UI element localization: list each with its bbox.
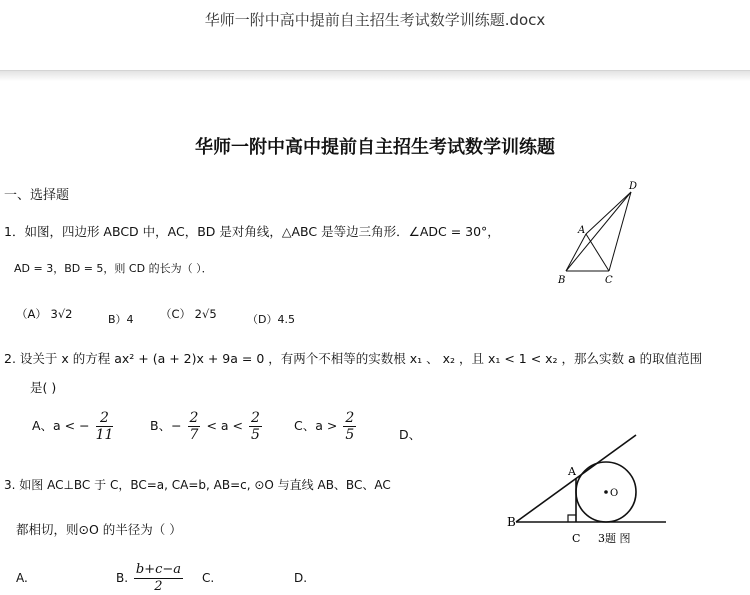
q2-option-c-den: 5 <box>345 427 355 443</box>
document-title: 华师一附中高中提前自主招生考试数学训练题 <box>195 137 555 158</box>
q1-option-a: （A） 3√2 <box>16 307 73 321</box>
q2-option-c-num: 2 <box>345 410 355 426</box>
q3-stem-line2: 都相切，则⊙O 的半径为（ ） <box>16 522 182 537</box>
q3-label-c: C <box>572 532 581 545</box>
q1-stem-line2: AD = 3，BD = 5，则 CD 的长为（ ）． <box>14 262 213 275</box>
q3-label-o: O <box>610 488 619 499</box>
q3-option-b-prefix: B. <box>116 571 129 585</box>
q2-option-b-den2: 5 <box>251 427 260 443</box>
q2-stem-line1: 2. 设关于 x 的方程 ax² + (a + 2)x + 9a = 0 ，有两个不相等的实数根 x₁ 、 x₂ ，且 x₁ < 1 < x₂ ，那么实数 a 的取值范围 <box>4 351 703 366</box>
q2-option-b-prefix: B、− <box>150 418 182 433</box>
q2-option-b-den1: 7 <box>189 427 199 443</box>
q3-label-a: A <box>568 465 576 478</box>
q1-label-c: C <box>605 275 613 286</box>
q1-option-d: （D）4.5 <box>247 313 295 326</box>
page-separator <box>0 70 750 81</box>
q2-option-a-num: 2 <box>96 410 114 427</box>
q3-option-b-num: b+c−a <box>135 562 182 577</box>
window-titlebar <box>0 0 750 70</box>
q2-option-b-num1: 2 <box>189 410 199 426</box>
q2-option-b-num2: 2 <box>251 410 260 426</box>
document-filename: 华师一附中高中提前自主招生考试数学训练题.docx <box>204 11 546 29</box>
q3-option-b <box>116 562 185 595</box>
q2-option-a-den: 11 <box>95 427 114 443</box>
q1-label-b: B <box>558 275 566 286</box>
q1-label-d: D <box>629 181 638 192</box>
q1-figure <box>548 178 653 290</box>
q3-figure-caption: 3题 图 <box>598 532 631 545</box>
q2-option-a-prefix: A、a < − <box>32 418 90 433</box>
q1-option-b: B）4 <box>108 313 134 326</box>
q3-option-d: D. <box>294 571 308 585</box>
section-heading: 一、选择题 <box>4 188 70 203</box>
q2-option-a <box>32 410 115 443</box>
q2-stem-line2: 是( ) <box>30 380 57 395</box>
q3-figure <box>500 430 670 552</box>
q3-stem-line1: 3. 如图 AC⊥BC 于 C，BC=a, CA=b, AB=c, ⊙O 与直线 AB、BC、AC <box>4 478 391 492</box>
q2-option-d: D、 <box>399 427 422 442</box>
q1-stem-line1: 1．如图，四边形 ABCD 中，AC，BD 是对角线，△ABC 是等边三角形．∠ADC = 30°， <box>4 224 500 239</box>
q3-label-b: B <box>507 515 516 529</box>
q3-option-b-den: 2 <box>154 579 163 594</box>
q3-option-c: C. <box>202 571 215 585</box>
q2-option-c-prefix: C、a > <box>294 418 338 433</box>
q1-option-c: （C） 2√5 <box>160 307 217 321</box>
q2-option-c <box>294 410 358 443</box>
q1-label-a: A <box>578 225 586 236</box>
q2-option-b-mid: < a < <box>206 418 244 433</box>
q2-option-b <box>150 410 264 443</box>
q3-option-a: A. <box>16 571 28 585</box>
